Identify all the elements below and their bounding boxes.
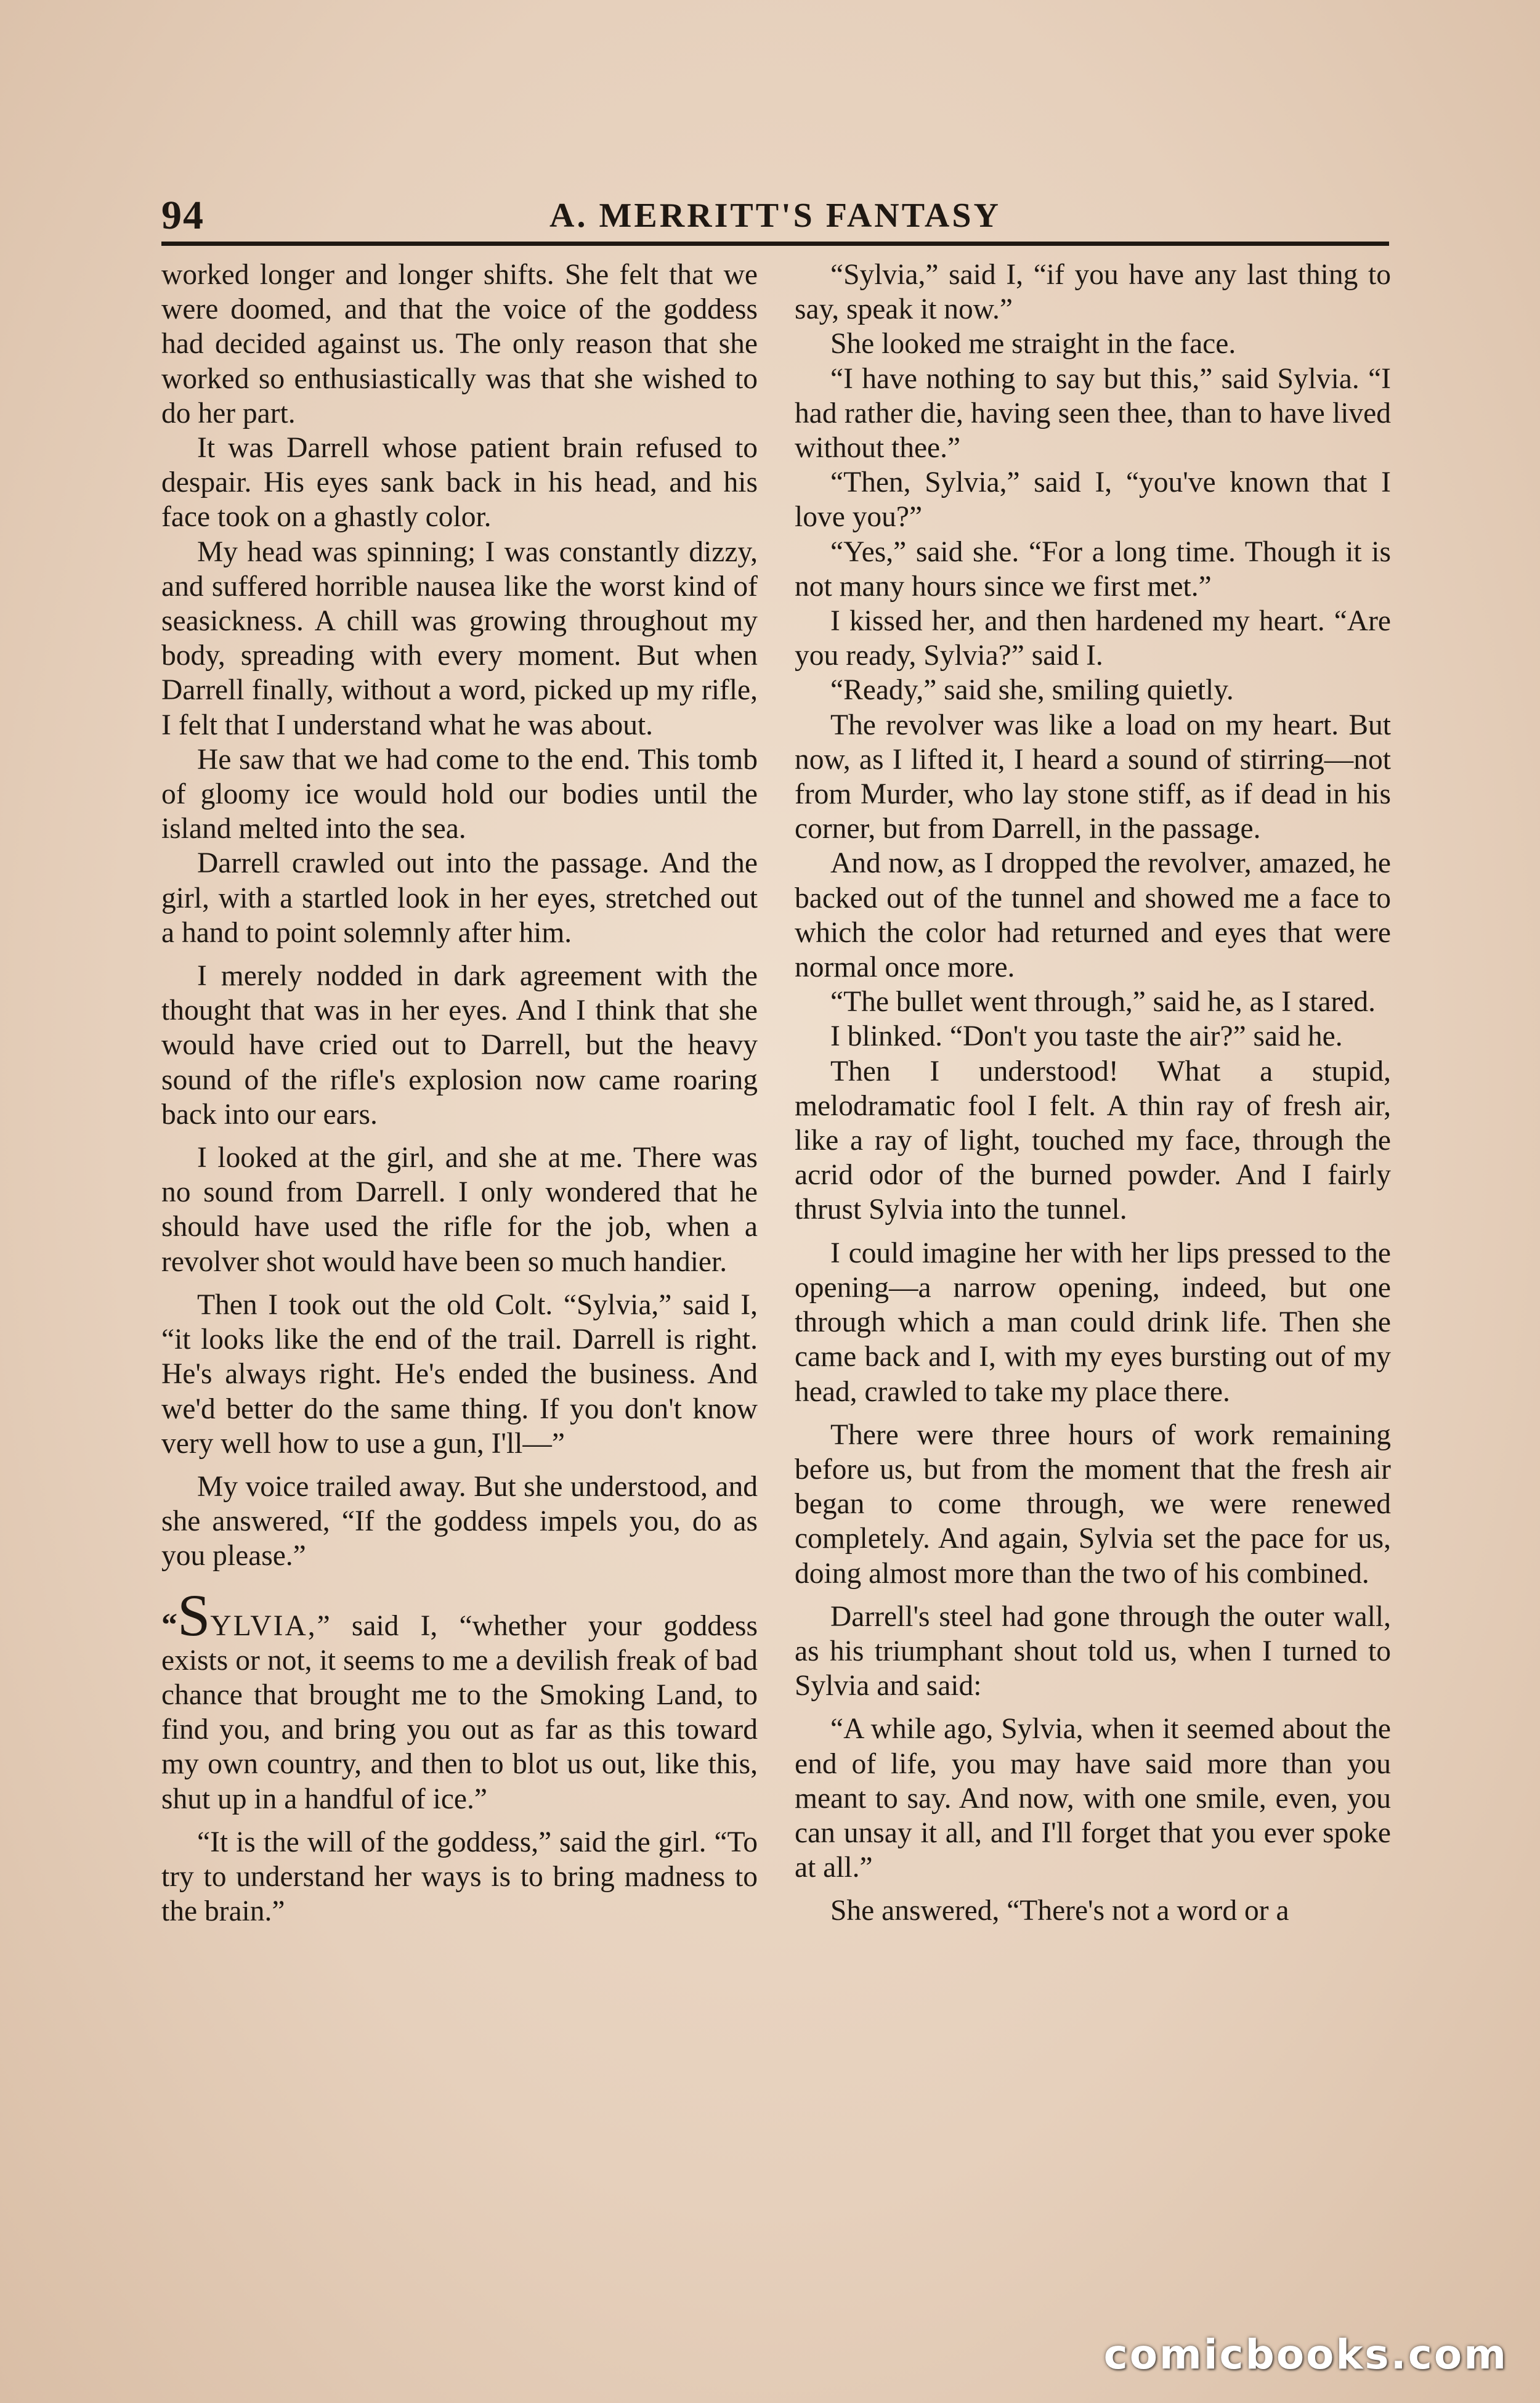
left-column — [161, 258, 758, 2248]
paragraph: And now, as I dropped the revolver, amazed, he backed out of the tunnel and showed me a face to which the color had returned and eyes that were normal once more. — [795, 847, 1391, 984]
running-head: A. MERRITT'S FANTASY — [549, 197, 1001, 235]
paragraph: My head was spinning; I was constantly dizzy, and suffered horrible nausea like the worst kind of seasickness. A chill was growing throughout my body, spreading with every moment. But when Darrell finally, without a word, picked up my rifle, I felt that I understand what he was about. — [161, 535, 758, 741]
paragraph: She looked me straight in the face. — [830, 328, 1236, 360]
dropcap-quote: “ — [161, 1607, 177, 1643]
paragraph: I looked at the girl, and she at me. There was no sound from Darrell. I only wondered that he should have used the rifle for the job, when a revolver shot would have been so much handier. — [161, 1142, 758, 1278]
smallcaps-word: YLVIA, — [210, 1609, 317, 1642]
paragraph: “Then, Sylvia,” said I, “you've known that I love you?” — [795, 466, 1391, 534]
paragraph: “Ready,” said she, smiling quietly. — [830, 674, 1234, 707]
paragraph: “Sylvia,” said I, “if you have any last thing to say, speak it now.” — [795, 259, 1391, 326]
paragraph: My voice trailed away. But she understood, and she answered, “If the goddess impels you, do as you please.” — [161, 1470, 758, 1572]
paragraph: He saw that we had come to the end. This tomb of gloomy ice would hold our bodies until the island melted into the sea. — [161, 743, 758, 845]
paragraph: “Yes,” said she. “For a long time. Though it is not many hours since we first met.” — [795, 535, 1391, 603]
page-number: 94 — [161, 193, 205, 238]
right-column — [795, 258, 1391, 2248]
paragraph: I merely nodded in dark agreement with the thought that was in her eyes. And I think that she would have cried out to Darrell, but the heavy sound of the rifle's explosion now came roaring back into our ears. — [161, 960, 758, 1131]
paragraph: “I have nothing to say but this,” said Sylvia. “I had rather die, having seen thee, than to have lived without thee.” — [795, 362, 1391, 465]
section-opening-text: ” said I, “whether your goddess exists or not, it seems to me a devilish freak of bad chance that brought me to the Smoking Land, to find you, and bring you out as far as this toward my own country, and then to blot us out, like this, shut up in a handful of ice.” — [161, 1609, 758, 1815]
paragraph: “A while ago, Sylvia, when it seemed about the end of life, you may have said more than you meant to say. And now, with one smile, even, you can unsay it all, and I'll forget that you ever spoke at all.” — [795, 1713, 1391, 1884]
paragraph: Then I understood! What a stupid, melodramatic fool I felt. A thin ray of fresh air, like a ray of light, touched my face, through the acrid odor of the burned powder. And I fairly thrust Sylvia into the tunnel. — [795, 1055, 1391, 1226]
paragraph: Darrell's steel had gone through the outer wall, as his triumphant shout told us, when I turned to Sylvia and said: — [795, 1600, 1391, 1702]
page-header — [161, 185, 1389, 246]
paragraph: Then I took out the old Colt. “Sylvia,” said I, “it looks like the end of the trail. Darrell is right. He's always right. He's ended the business. And we'd better do the same thing. If you don't know very well how to use a gun, I'll—” — [161, 1288, 758, 1460]
section-opening-paragraph — [161, 1582, 758, 1816]
paragraph: It was Darrell whose patient brain refused to despair. His eyes sank back in his head, and his face took on a ghastly color. — [161, 432, 758, 534]
paragraph: “The bullet went through,” said he, as I stared. — [830, 986, 1376, 1019]
paragraph: I blinked. “Don't you taste the air?” said he. — [830, 1020, 1343, 1053]
paragraph: “It is the will of the goddess,” said the girl. “To try to understand her ways is to bring madness to the brain.” — [161, 1826, 758, 1928]
paragraph: I kissed her, and then hardened my heart. “Are you ready, Sylvia?” said I. — [795, 605, 1391, 672]
paragraph: She answered, “There's not a word or a — [830, 1895, 1289, 1927]
dropcap-letter: S — [177, 1582, 211, 1648]
paragraph: I could imagine her with her lips pressed to the opening—a narrow opening, indeed, but one through which a man could drink life. Then she came back and I, with my eyes bursting out of my head, crawled to take my place there. — [795, 1237, 1391, 1408]
paragraph: Darrell crawled out into the passage. And the girl, with a startled look in her eyes, stretched out a hand to point solemnly after him. — [161, 847, 758, 949]
paragraph: The revolver was like a load on my heart. But now, as I lifted it, I heard a sound of stirring—not from Murder, who lay stone stiff, as if dead in his corner, but from Darrell, in the passage. — [795, 709, 1391, 845]
paragraph: There were three hours of work remaining before us, but from the moment that the fresh air began to come through, we were renewed completely. And again, Sylvia set the pace for us, doing almost more than the two of his combined. — [795, 1418, 1391, 1590]
paragraph: worked longer and longer shifts. She felt that we were doomed, and that the voice of the goddess had decided against us. The only reason that she worked so enthusiastically was that she wished to do her part. — [161, 259, 758, 429]
watermark-logo: comicbooks.com — [1103, 2331, 1508, 2378]
